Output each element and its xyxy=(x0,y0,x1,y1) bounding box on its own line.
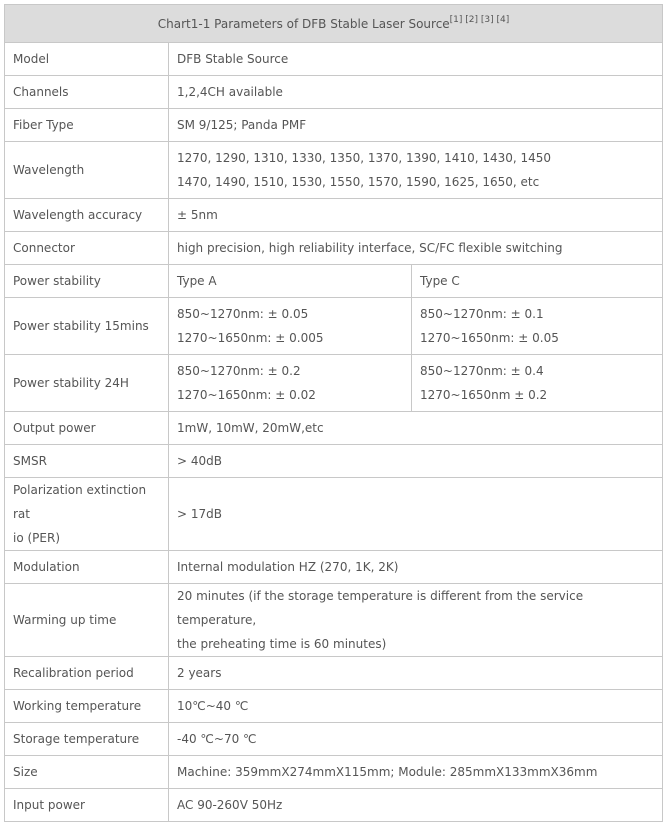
row-value-per: > 17dB xyxy=(169,478,663,551)
power-stability-15-type-a xyxy=(169,298,412,355)
row-label-fiber-type: Fiber Type xyxy=(5,109,169,142)
row-label-storage-temperature: Storage temperature xyxy=(5,723,169,756)
column-header-type-a: Type A xyxy=(169,265,412,298)
row-label-channels: Channels xyxy=(5,76,169,109)
power-stability-24-type-a xyxy=(169,355,412,412)
table-caption xyxy=(5,5,663,43)
row-label-output-power: Output power xyxy=(5,412,169,445)
row-value-storage-temperature: -40 ℃~70 ℃ xyxy=(169,723,663,756)
row-label-power-stability: Power stability xyxy=(5,265,169,298)
ps24-a-line-1: 850~1270nm: ± 0.2 xyxy=(177,364,301,378)
wavelength-line-1: 1270, 1290, 1310, 1330, 1350, 1370, 1390, 1410, 1430, 1450 xyxy=(177,151,552,165)
row-label-working-temperature: Working temperature xyxy=(5,690,169,723)
row-label-connector: Connector xyxy=(5,232,169,265)
row-label-wavelength: Wavelength xyxy=(5,142,169,199)
ps15-a-line-1: 850~1270nm: ± 0.05 xyxy=(177,307,309,321)
row-label-power-stability-15mins: Power stability 15mins xyxy=(5,298,169,355)
table-row xyxy=(5,109,663,142)
table-caption-row xyxy=(5,5,663,43)
row-label-recalibration-period: Recalibration period xyxy=(5,657,169,690)
row-value-fiber-type: SM 9/125; Panda PMF xyxy=(169,109,663,142)
table-row xyxy=(5,756,663,789)
ps24-a-line-2: 1270~1650nm: ± 0.02 xyxy=(177,388,316,402)
table-references: [1] [2] [3] [4] xyxy=(449,14,510,25)
table-row xyxy=(5,298,663,355)
row-value-input-power: AC 90-260V 50Hz xyxy=(169,789,663,822)
table-row xyxy=(5,584,663,657)
ps15-c-line-1: 850~1270nm: ± 0.1 xyxy=(420,307,544,321)
ps24-c-line-1: 850~1270nm: ± 0.4 xyxy=(420,364,544,378)
row-value-channels: 1,2,4CH available xyxy=(169,76,663,109)
ps24-c-line-2: 1270~1650nm ± 0.2 xyxy=(420,388,548,402)
column-header-type-c: Type C xyxy=(412,265,663,298)
ps15-a-line-2: 1270~1650nm: ± 0.005 xyxy=(177,331,324,345)
table-row xyxy=(5,232,663,265)
table-row xyxy=(5,445,663,478)
row-label-input-power: Input power xyxy=(5,789,169,822)
table-row xyxy=(5,265,663,298)
table-row xyxy=(5,76,663,109)
table-row xyxy=(5,355,663,412)
table-row xyxy=(5,478,663,551)
row-value-output-power: 1mW, 10mW, 20mW,etc xyxy=(169,412,663,445)
row-label-power-stability-24h: Power stability 24H xyxy=(5,355,169,412)
row-label-size: Size xyxy=(5,756,169,789)
row-label-modulation: Modulation xyxy=(5,551,169,584)
row-label-smsr: SMSR xyxy=(5,445,169,478)
table-row xyxy=(5,43,663,76)
table-row xyxy=(5,199,663,232)
parameters-table-container xyxy=(4,4,662,822)
row-value-warming-up-time xyxy=(169,584,663,657)
parameters-table xyxy=(4,4,663,822)
row-label-per xyxy=(5,478,169,551)
power-stability-15-type-c xyxy=(412,298,663,355)
ps15-c-line-2: 1270~1650nm: ± 0.05 xyxy=(420,331,559,345)
row-label-warming-up-time: Warming up time xyxy=(5,584,169,657)
table-row xyxy=(5,723,663,756)
row-value-smsr: > 40dB xyxy=(169,445,663,478)
row-value-working-temperature: 10℃~40 ℃ xyxy=(169,690,663,723)
warming-up-line-2: the preheating time is 60 minutes) xyxy=(177,637,387,651)
row-value-wavelength-accuracy: ± 5nm xyxy=(169,199,663,232)
per-label-line-2: io (PER) xyxy=(13,531,61,545)
table-row xyxy=(5,789,663,822)
power-stability-24-type-c xyxy=(412,355,663,412)
row-value-modulation: Internal modulation HZ (270, 1K, 2K) xyxy=(169,551,663,584)
warming-up-line-1: 20 minutes (if the storage temperature is different from the service temperature, xyxy=(177,589,584,627)
per-label-line-1: Polarization extinction rat xyxy=(13,483,147,521)
row-value-recalibration-period: 2 years xyxy=(169,657,663,690)
row-label-wavelength-accuracy: Wavelength accuracy xyxy=(5,199,169,232)
row-value-wavelength xyxy=(169,142,663,199)
table-title: Chart1-1 Parameters of DFB Stable Laser Source xyxy=(157,16,450,31)
table-row xyxy=(5,657,663,690)
table-row xyxy=(5,412,663,445)
row-value-model: DFB Stable Source xyxy=(169,43,663,76)
row-value-size: Machine: 359mmX274mmX115mm; Module: 285mmX133mmX36mm xyxy=(169,756,663,789)
wavelength-line-2: 1470, 1490, 1510, 1530, 1550, 1570, 1590, 1625, 1650, etc xyxy=(177,175,540,189)
row-label-model: Model xyxy=(5,43,169,76)
row-value-connector: high precision, high reliability interface, SC/FC flexible switching xyxy=(169,232,663,265)
table-row xyxy=(5,551,663,584)
table-row xyxy=(5,690,663,723)
table-row xyxy=(5,142,663,199)
